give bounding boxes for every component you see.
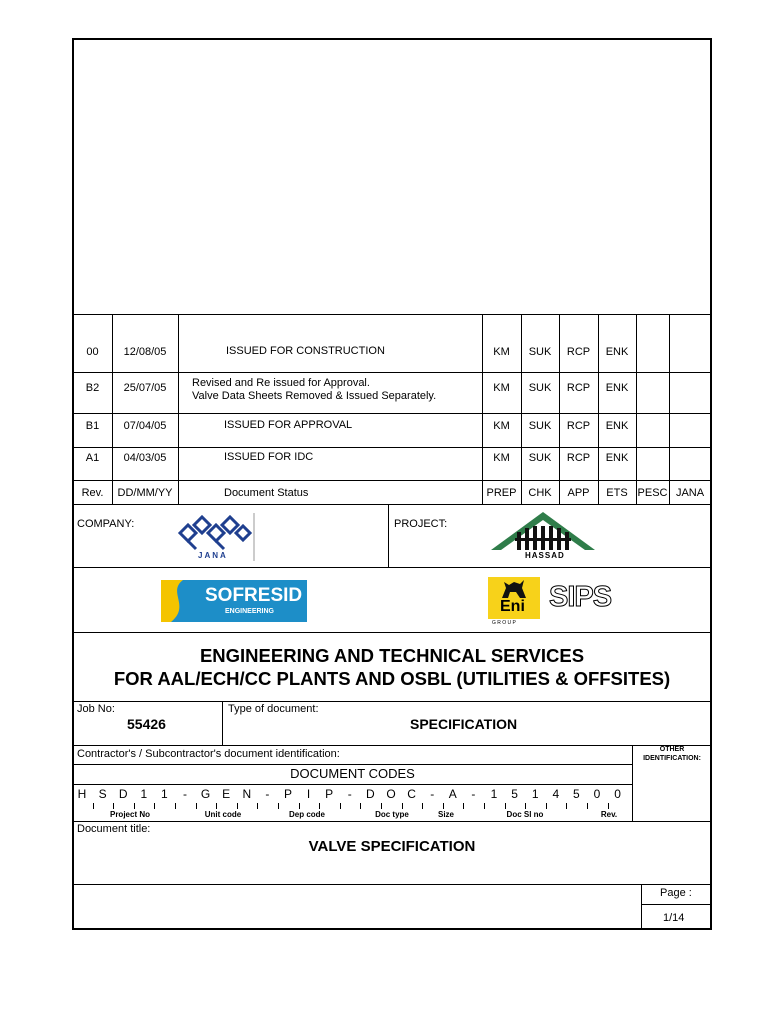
chk-header: CHK (528, 487, 552, 499)
rule (73, 314, 711, 315)
ets-cell: ENK (605, 420, 629, 432)
sofresid-logo (161, 580, 307, 622)
rule (73, 480, 711, 481)
eni-dog-icon (500, 578, 528, 600)
code-tick (113, 803, 114, 809)
ets-cell: ENK (605, 382, 629, 394)
jana-wordmark: JANA (198, 551, 228, 560)
size-label: Size (437, 810, 454, 819)
other-identification-label: OTHER (659, 746, 685, 753)
job-number-label: Job No: (77, 703, 115, 715)
eni-logo (488, 577, 540, 629)
status-cell: ISSUED FOR IDC (224, 451, 314, 463)
chk-cell: SUK (528, 420, 552, 432)
prep-cell: KM (493, 420, 510, 432)
hassad-wordmark: HASSAD (525, 551, 565, 560)
jana-header: JANA (675, 487, 705, 499)
status-cell: ISSUED FOR APPROVAL (224, 419, 353, 431)
rule (73, 701, 711, 702)
rev-cell: 00 (86, 346, 99, 358)
code-tick (175, 803, 176, 809)
code-tick (422, 803, 423, 809)
rule (73, 764, 632, 765)
col-rule (388, 504, 389, 568)
project-no-label: Project No (109, 810, 150, 819)
col-rule (178, 314, 179, 504)
prep-cell: KM (493, 382, 510, 394)
hassad-logo (489, 508, 597, 564)
document-code-char: H (77, 787, 87, 801)
project-label: PROJECT: (394, 518, 448, 530)
col-rule (112, 314, 113, 504)
code-tick (196, 803, 197, 809)
project-title-line1: ENGINEERING AND TECHNICAL SERVICES (199, 645, 585, 666)
chk-cell: SUK (528, 452, 552, 464)
rev-code-label: Rev. (600, 810, 618, 819)
prep-header: PREP (486, 487, 517, 499)
doc-sl-no-label: Doc Sl no (506, 810, 544, 819)
code-tick (360, 803, 361, 809)
status-cell: Valve Data Sheets Removed & Issued Separately. (192, 390, 437, 402)
document-code-char: 1 (531, 787, 539, 801)
page-label: Page : (660, 887, 692, 899)
rule (73, 413, 711, 414)
chk-cell: SUK (528, 346, 552, 358)
date-cell: 12/08/05 (123, 346, 167, 358)
document-code-char: N (242, 787, 252, 801)
document-code-char: D (118, 787, 128, 801)
code-tick (257, 803, 258, 809)
rev-header: Rev. (81, 487, 104, 499)
document-type-value: SPECIFICATION (410, 716, 518, 732)
app-cell: RCP (566, 420, 591, 432)
rule (73, 784, 632, 785)
rev-cell: B2 (85, 382, 100, 394)
document-code-char: 0 (593, 787, 601, 801)
eni-wordmark: Eni (500, 598, 525, 615)
code-tick (463, 803, 464, 809)
col-rule (222, 701, 223, 745)
code-tick (525, 803, 526, 809)
document-code-char: - (265, 787, 270, 801)
rule (73, 567, 711, 568)
date-cell: 07/04/05 (123, 420, 167, 432)
app-cell: RCP (566, 452, 591, 464)
ets-cell: ENK (605, 346, 629, 358)
code-tick (546, 803, 547, 809)
col-rule (641, 884, 642, 930)
code-tick (443, 803, 444, 809)
document-code-char: 0 (614, 787, 621, 801)
unit-code-label: Unit code (204, 810, 242, 819)
col-rule (482, 314, 483, 504)
document-code-char: O (386, 787, 396, 801)
document-code-char: - (347, 787, 352, 801)
rule (73, 821, 711, 822)
status-cell: Revised and Re issued for Approval. (192, 377, 370, 389)
code-tick (134, 803, 135, 809)
eni-badge (488, 577, 540, 619)
status-header: Document Status (224, 487, 309, 499)
status-cell: ISSUED FOR CONSTRUCTION (226, 345, 385, 357)
rule (73, 372, 711, 373)
code-tick (566, 803, 567, 809)
doc-type-label: Doc type (375, 810, 409, 819)
project-title-line2: FOR AAL/ECH/CC PLANTS AND OSBL (UTILITIES & OFFSITES) (113, 668, 671, 689)
document-code-char: 5 (573, 787, 580, 801)
prep-cell: KM (493, 346, 510, 358)
code-tick (340, 803, 341, 809)
code-tick (278, 803, 279, 809)
code-tick (154, 803, 155, 809)
code-tick (505, 803, 506, 809)
document-code-char: 1 (161, 787, 168, 801)
ets-cell: ENK (605, 452, 629, 464)
code-tick (587, 803, 588, 809)
pesc-header: PESC (637, 487, 668, 499)
contractor-id-label: Contractor's / Subcontractor's document identification: (77, 748, 340, 760)
app-cell: RCP (566, 382, 591, 394)
document-code-char: S (98, 787, 107, 801)
document-code-char: I (306, 787, 311, 801)
document-code-char: 5 (511, 787, 518, 801)
document-codes-label: DOCUMENT CODES (290, 766, 415, 781)
document-code-char: A (448, 787, 457, 801)
document-code-char: P (325, 787, 334, 801)
rule (73, 504, 711, 505)
eni-subtitle: G R O U P (492, 620, 516, 626)
date-cell: 04/03/05 (123, 452, 167, 464)
date-cell: 25/07/05 (123, 382, 167, 394)
sofresid-subtitle: ENGINEERING (225, 608, 275, 615)
rule (73, 447, 711, 448)
jana-logo (172, 511, 258, 563)
code-tick (299, 803, 300, 809)
col-rule (559, 314, 560, 504)
job-number-value: 55426 (127, 716, 166, 732)
document-code-char: P (283, 787, 292, 801)
document-code-char: - (430, 787, 435, 801)
code-tick (319, 803, 320, 809)
document-code-char: 4 (552, 787, 560, 801)
dep-code-label: Dep code (288, 810, 325, 819)
document-code-char: - (183, 787, 187, 801)
document-code-char: C (407, 787, 416, 801)
rule (641, 904, 711, 905)
document-title-label: Document title: (77, 823, 151, 835)
page-number: 1/14 (663, 912, 685, 924)
col-rule (669, 314, 670, 504)
code-tick (237, 803, 238, 809)
prep-cell: KM (493, 452, 510, 464)
ets-header: ETS (606, 487, 628, 499)
code-tick (402, 803, 403, 809)
rule (73, 632, 711, 633)
rev-cell: B1 (85, 420, 100, 432)
document-code-char: E (222, 787, 231, 801)
other-identification-label: IDENTIFICATION: (643, 755, 701, 762)
sips-logo: SIPS (549, 581, 612, 613)
date-header: DD/MM/YY (117, 487, 173, 499)
app-header: APP (567, 487, 590, 499)
code-tick (216, 803, 217, 809)
sofresid-wordmark: SOFRESID (205, 585, 303, 606)
document-type-label: Type of document: (228, 703, 319, 715)
code-tick (608, 803, 609, 809)
code-tick (381, 803, 382, 809)
col-rule (521, 314, 522, 504)
document-code-char: 1 (490, 787, 498, 801)
rev-cell: A1 (85, 452, 100, 464)
col-rule (598, 314, 599, 504)
document-code-char: 1 (140, 787, 148, 801)
app-cell: RCP (566, 346, 591, 358)
rule (73, 745, 711, 746)
document-title-value: VALVE SPECIFICATION (308, 838, 476, 855)
document-code-char: G (200, 787, 211, 801)
code-tick (484, 803, 485, 809)
document-code-char: - (471, 787, 476, 801)
company-label: COMPANY: (77, 518, 135, 530)
rule (73, 884, 711, 885)
col-rule (636, 314, 637, 504)
document-code-char: D (366, 787, 375, 801)
code-tick (93, 803, 94, 809)
chk-cell: SUK (528, 382, 552, 394)
sofresid-swoosh-icon (161, 580, 191, 622)
